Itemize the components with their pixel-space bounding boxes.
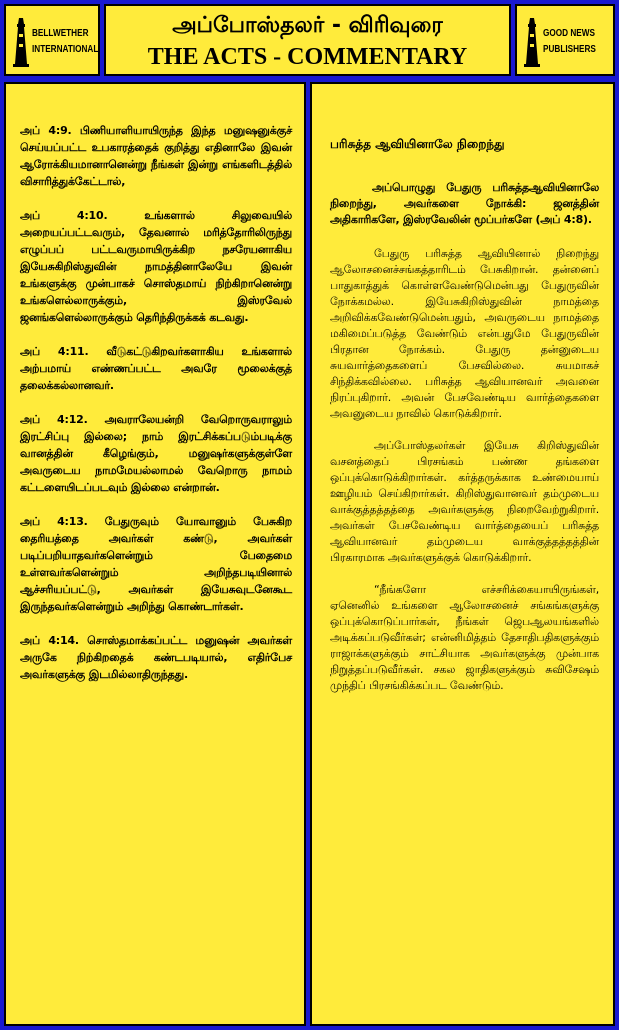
verse-paragraph: அப் 4:12. அவராலேயன்றி வேறொருவராலும் இரட்சிப்பு இல்லை; நாம் இரட்சிக்கப்படும்படிக்கு வானத்தின் கீழெங்கும், மனுஷர்களுக்குள்ளே அவருடைய நாமமேயல்லாமல் வேறொரு நாமம் கட்டளையிடப்படவும் இல்லை என்றான். [20,413,292,494]
scripture-quote: அப்பொழுது பேதுரு பரிசுத்தஆவியினாலே நிறைந்து, அவர்களை நோக்கி: ஜனத்தின் அதிகாரிகளே, இஸ்ரவேலின் மூப்பர்களே (அப் 4:8). [330,181,599,226]
left-column [4,82,306,1026]
bellwether-logo [4,4,100,76]
page-title-tamil: அப்போஸ்தலர் - விரிவுரை [172,13,443,38]
page-title-english: THE ACTS - COMMENTARY [147,44,468,70]
commentary-paragraph: அப்போஸ்தலர்கள் இயேசு கிறிஸ்துவின் வசனத்தைப் பிரசங்கம் பண்ண தங்களை ஒப்புக்கொடுக்கிறார்கள். கர்த்தருக்காக உண்மையாய் ஊழியம் செய்கிறார்கள். கிறிஸ்துவானவர் தம்முடைய வாக்குத்தத்தத்தை அவர்களுக்கு நிறைவேற்றுகிறார். அவர்கள் பேசவேண்டிய வார்த்தையைப் பரிசுத்த ஆவியானவர் தம்முடைய வாக்குத்தத்தத்தின் பிரகாரமாக அவர்களுக்குக் கொடுக்கிறார். [330,439,599,564]
section-heading: பரிசுத்த ஆவியினாலே நிறைந்து [330,137,505,151]
logo-line-1: GOOD NEWS [543,28,595,39]
logo-line-2: PUBLISHERS [543,44,596,55]
right-column [310,82,615,1026]
commentary-paragraph: “நீங்களோ எச்சரிக்கையாயிருங்கள், ஏனெனில் உங்களை ஆலோசனைச் சங்கங்களுக்கு ஒப்புக்கொடுப்பார்கள், நீங்கள் ஜெபஆலயங்களில் அடிக்கப்படுவீர்கள்; என்னிமித்தம் தேசாதிபதிகளுக்கும் ராஜாக்களுக்கும் சாட்சியாக அவர்களுக்கு முன்பாக நிறுத்தப்படுவீர்கள். சகல ஜாதிகளுக்கும் சுவிசேஷம் முந்திப் பிரசங்கிக்கப்பட வேண்டும். [330,583,599,692]
title-box [104,4,511,76]
lighthouse-icon [523,16,541,68]
verse-paragraph: அப் 4:10. உங்களால் சிலுவையில் அறையப்பட்டவரும், தேவனால் மரித்தோரிலிருந்து எழுப்பப் பட்டவருமாயிருக்கிற நசரேயனாகிய இயேசுகிறிஸ்துவின் நாமத்தினாலேயே இவன் உங்களுக்கு முன்பாகச் சொஸ்தமாய் நிற்கிறானென்று உங்களெல்லாருக்கும், இஸ்ரவேல் ஜனங்களெல்லாருக்கும் தெரிந்திருக்கக் கடவது. [20,209,292,324]
bellwether-logo-text [32,26,98,58]
verse-paragraph: அப் 4:14. சொஸ்தமாக்கப்பட்ட மனுஷன் அவர்கள் அருகே நிற்கிறதைக் கண்டபடியால், எதிர்பேச அவர்களுக்கு இடமில்லாதிருந்தது. [20,634,292,681]
logo-line-2: INTERNATIONAL [32,44,99,55]
lighthouse-icon [12,16,30,68]
commentary-paragraph: பேதுரு பரிசுத்த ஆவியினால் நிறைந்து ஆலோசனைச்சங்கத்தாரிடம் பேசுகிறான். தன்னைப் பாதுகாத்துக் கொள்ளவேண்டுமென்பது பேதுருவின் நோக்கமல்ல. இயேசுகிறிஸ்துவின் நாமத்தை அறிவிக்கவேண்டுமென்பதும், அவருடைய நாமத்தை மகிமைப்படுத்த வேண்டும் என்பதுமே பேதுருவின் பிரதான நோக்கம். பேதுரு தன்னுடைய சுயவார்த்தைகளைப் பேசவில்லை. சுயமாகச் சிந்திக்கவில்லை. பரிசுத்த ஆவியானவர் அவனை நிரப்புகிறார். அவன் பேசவேண்டிய வார்த்தைகளை அவனுடைய நாவில் கொடுக்கிறார். [330,247,599,420]
verse-paragraph: அப் 4:9. பிணியாளியாயிருந்த இந்த மனுஷனுக்குச் செய்யப்பட்ட உபகாரத்தைக் குறித்து எதினாலே இவன் ஆரோக்கியமானானென்று நீங்கள் இன்று எங்களிடத்தில் விசாரித்துக்கேட்டால், [20,124,292,188]
good-news-logo-text [543,26,596,58]
verse-paragraph: அப் 4:13. பேதுருவும் யோவானும் பேசுகிற தைரியத்தை அவர்கள் கண்டு, அவர்கள் படிப்பறியாதவர்களென்றும் பேதைமை உள்ளவர்களென்றும் அறிந்தபடியினால் ஆச்சரியப்பட்டு, அவர்கள் இயேசுவுடனேகூட இருந்தவர்களென்றும் அறிந்து கொண்டார்கள். [20,515,292,613]
logo-line-1: BELLWETHER [32,28,89,39]
page-header [0,0,619,80]
verse-paragraph: அப் 4:11. வீடுகட்டுகிறவர்களாகிய உங்களால் அற்பமாய் எண்ணப்பட்ட அவரே மூலைக்குத் தலைக்கல்லானவர். [20,345,292,392]
good-news-logo [515,4,615,76]
